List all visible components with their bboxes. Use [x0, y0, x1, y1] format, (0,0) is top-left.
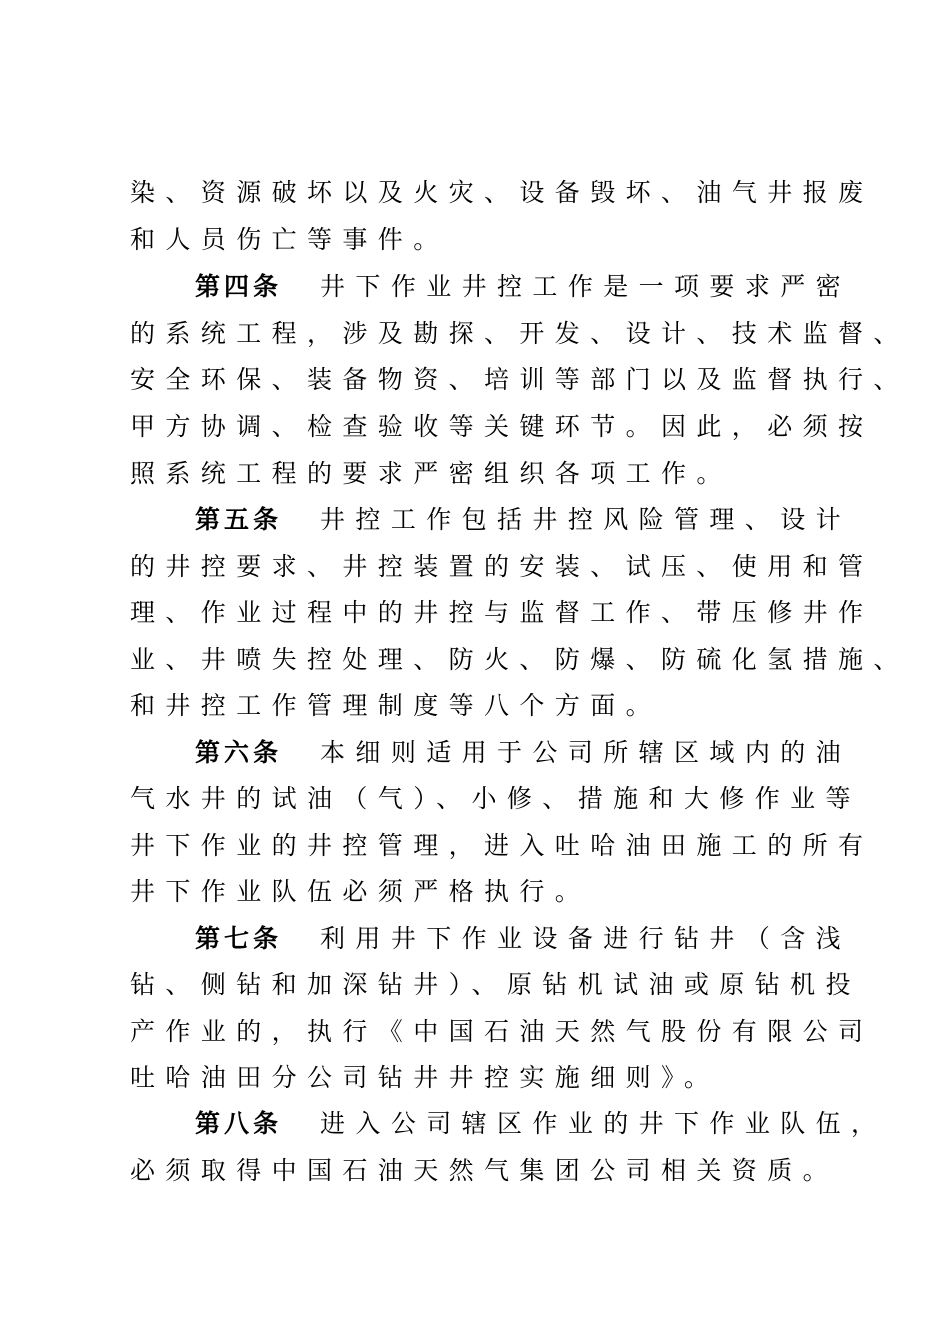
- article-4-heading: 第四条: [195, 272, 283, 301]
- text-line: [130, 456, 732, 492]
- text-line: [130, 642, 909, 678]
- article-5-first-line: [195, 502, 851, 538]
- article-7-first-line: [195, 921, 851, 957]
- line-text: 井控工作包括井控风险管理、设计: [320, 505, 852, 534]
- article-6-heading: 第六条: [195, 738, 283, 767]
- text-line: [130, 1014, 873, 1050]
- line-text: 安全环保、装备物资、培训等部门以及监督执行、: [130, 365, 909, 394]
- line-text: 井下作业的井控管理，进入吐哈油田施工的所有: [130, 831, 874, 860]
- text-line: [130, 828, 873, 864]
- text-line: [130, 409, 873, 445]
- line-text: 本细则适用于公司所辖区域内的油: [320, 738, 852, 767]
- article-5-heading: 第五条: [195, 505, 283, 534]
- article-7-heading: 第七条: [195, 924, 283, 953]
- line-text: 井下作业队伍必须严格执行。: [130, 877, 591, 906]
- text-line: [130, 874, 590, 910]
- text-line: [130, 688, 661, 724]
- line-text: 和井控工作管理制度等八个方面。: [130, 691, 662, 720]
- line-text: 气水井的试油（气）、小修、措施和大修作业等: [130, 784, 861, 813]
- line-text: 利用井下作业设备进行钻井（含浅: [320, 924, 852, 953]
- line-text: 的系统工程，涉及勘探、开发、设计、技术监督、: [130, 319, 909, 348]
- line-text: 和人员伤亡等事件。: [130, 225, 449, 254]
- line-text: 甲方协调、检查验收等关键环节。因此，必须按: [130, 412, 874, 441]
- text-line: [130, 595, 873, 631]
- text-line: [130, 362, 909, 398]
- line-text: 染、资源破坏以及火灾、设备毁坏、油气井报废: [130, 178, 874, 207]
- article-8-first-line: [195, 1106, 886, 1142]
- text-line: [130, 549, 873, 585]
- text-line: [130, 175, 873, 211]
- text-line: [130, 1060, 719, 1096]
- text-line: [130, 1153, 838, 1189]
- article-4-first-line: [195, 269, 851, 305]
- line-text: 进入公司辖区作业的井下作业队伍，: [320, 1109, 887, 1138]
- text-line: [130, 222, 449, 258]
- line-text: 必须取得中国石油天然气集团公司相关资质。: [130, 1156, 839, 1185]
- text-line: [130, 967, 861, 1003]
- line-text: 业、井喷失控处理、防火、防爆、防硫化氢措施、: [130, 645, 909, 674]
- line-text: 理、作业过程中的井控与监督工作、带压修井作: [130, 598, 874, 627]
- text-line: [130, 316, 909, 352]
- article-8-heading: 第八条: [195, 1109, 283, 1138]
- text-line: [130, 781, 861, 817]
- line-text: 井下作业井控工作是一项要求严密: [320, 272, 852, 301]
- line-text: 产作业的，执行《中国石油天然气股份有限公司: [130, 1017, 874, 1046]
- line-text: 照系统工程的要求严密组织各项工作。: [130, 459, 732, 488]
- line-text: 吐哈油田分公司钻井井控实施细则》。: [130, 1063, 720, 1092]
- article-6-first-line: [195, 735, 851, 771]
- line-text: 的井控要求、井控装置的安装、试压、使用和管: [130, 552, 874, 581]
- line-text: 钻、侧钻和加深钻井）、原钻机试油或原钻机投: [130, 970, 861, 999]
